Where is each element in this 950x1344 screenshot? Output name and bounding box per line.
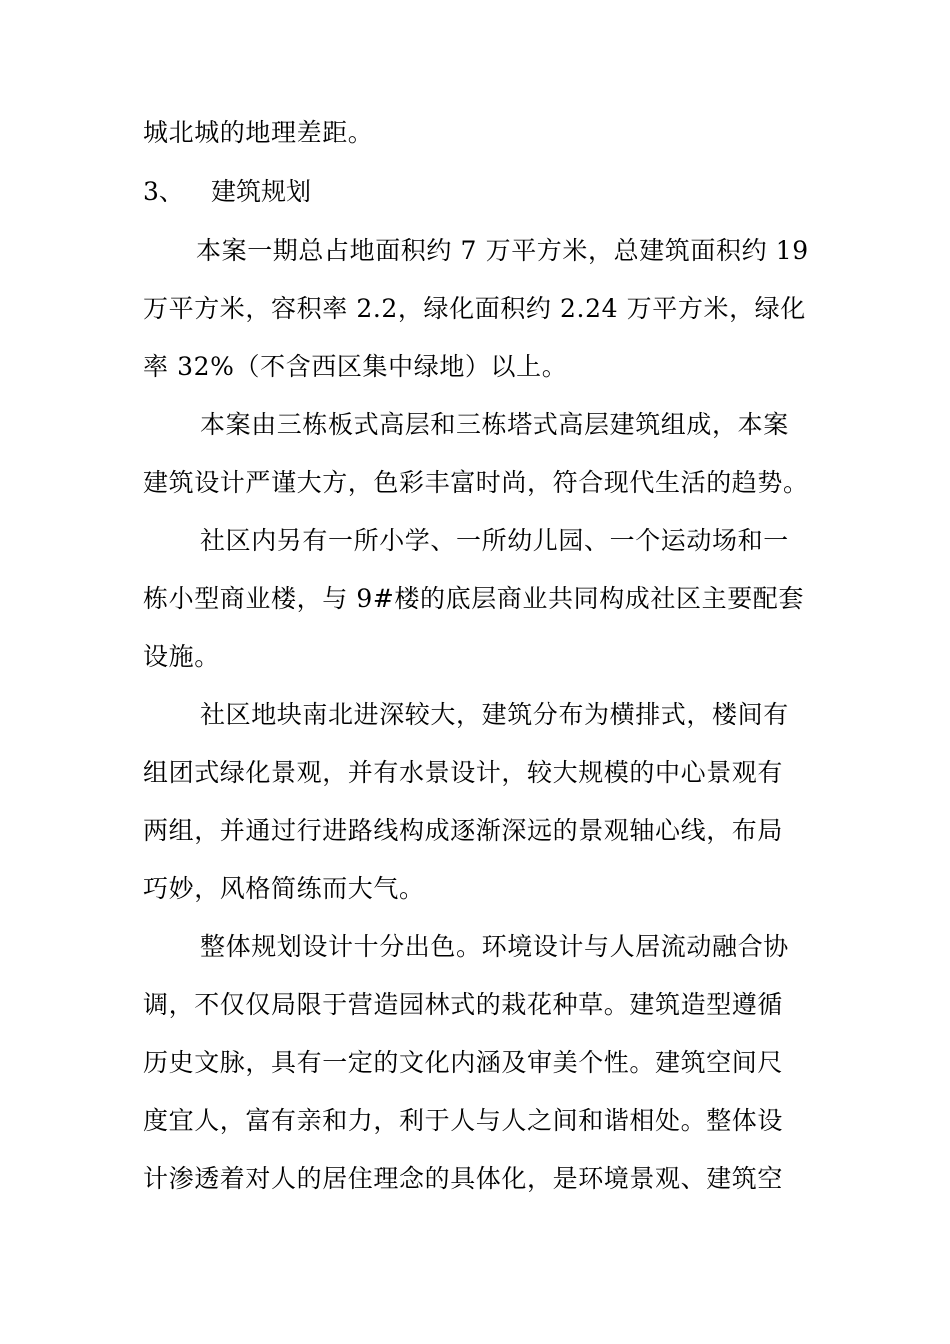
paragraph-4-line-4: 巧妙，风格简练而大气。 bbox=[143, 874, 425, 903]
paragraph-1-line-1: 本案一期总占地面积约 7 万平方米，总建筑面积约 19 bbox=[196, 236, 809, 265]
paragraph-5-line-4: 度宜人，富有亲和力，利于人与人之间和谐相处。整体设 bbox=[143, 1106, 784, 1135]
paragraph-2-line-1: 本案由三栋板式高层和三栋塔式高层建筑组成，本案 bbox=[200, 410, 789, 439]
section-title: 建筑规划 bbox=[211, 177, 312, 206]
paragraph-4-line-3: 两组，并通过行进路线构成逐渐深远的景观轴心线，布局 bbox=[143, 816, 784, 845]
paragraph-5-line-3: 历史文脉，具有一定的文化内涵及审美个性。建筑空间尺 bbox=[143, 1048, 784, 1077]
paragraph-1-line-3: 率 32%（不含西区集中绿地）以上。 bbox=[143, 352, 568, 381]
paragraph-3-line-2: 栋小型商业楼，与 9#楼的底层商业共同构成社区主要配套 bbox=[143, 584, 805, 613]
section-heading bbox=[143, 177, 311, 207]
paragraph-4-line-2: 组团式绿化景观，并有水景设计，较大规模的中心景观有 bbox=[143, 758, 784, 787]
paragraph-5-line-5: 计渗透着对人的居住理念的具体化，是环境景观、建筑空 bbox=[143, 1164, 784, 1193]
paragraph-5-line-1: 整体规划设计十分出色。环境设计与人居流动融合协 bbox=[200, 932, 789, 961]
paragraph-3-line-3: 设施。 bbox=[143, 642, 220, 671]
paragraph-4-line-1: 社区地块南北进深较大，建筑分布为横排式，楼间有 bbox=[200, 700, 789, 729]
section-number: 3、 bbox=[143, 177, 184, 206]
carry-over-line: 城北城的地理差距。 bbox=[143, 118, 374, 147]
paragraph-1-line-2: 万平方米，容积率 2.2，绿化面积约 2.24 万平方米，绿化 bbox=[143, 294, 806, 323]
paragraph-3-line-1: 社区内另有一所小学、一所幼儿园、一个运动场和一 bbox=[200, 526, 789, 555]
paragraph-2-line-2: 建筑设计严谨大方，色彩丰富时尚，符合现代生活的趋势。 bbox=[143, 468, 809, 497]
paragraph-5-line-2: 调，不仅仅局限于营造园林式的栽花种草。建筑造型遵循 bbox=[143, 990, 784, 1019]
